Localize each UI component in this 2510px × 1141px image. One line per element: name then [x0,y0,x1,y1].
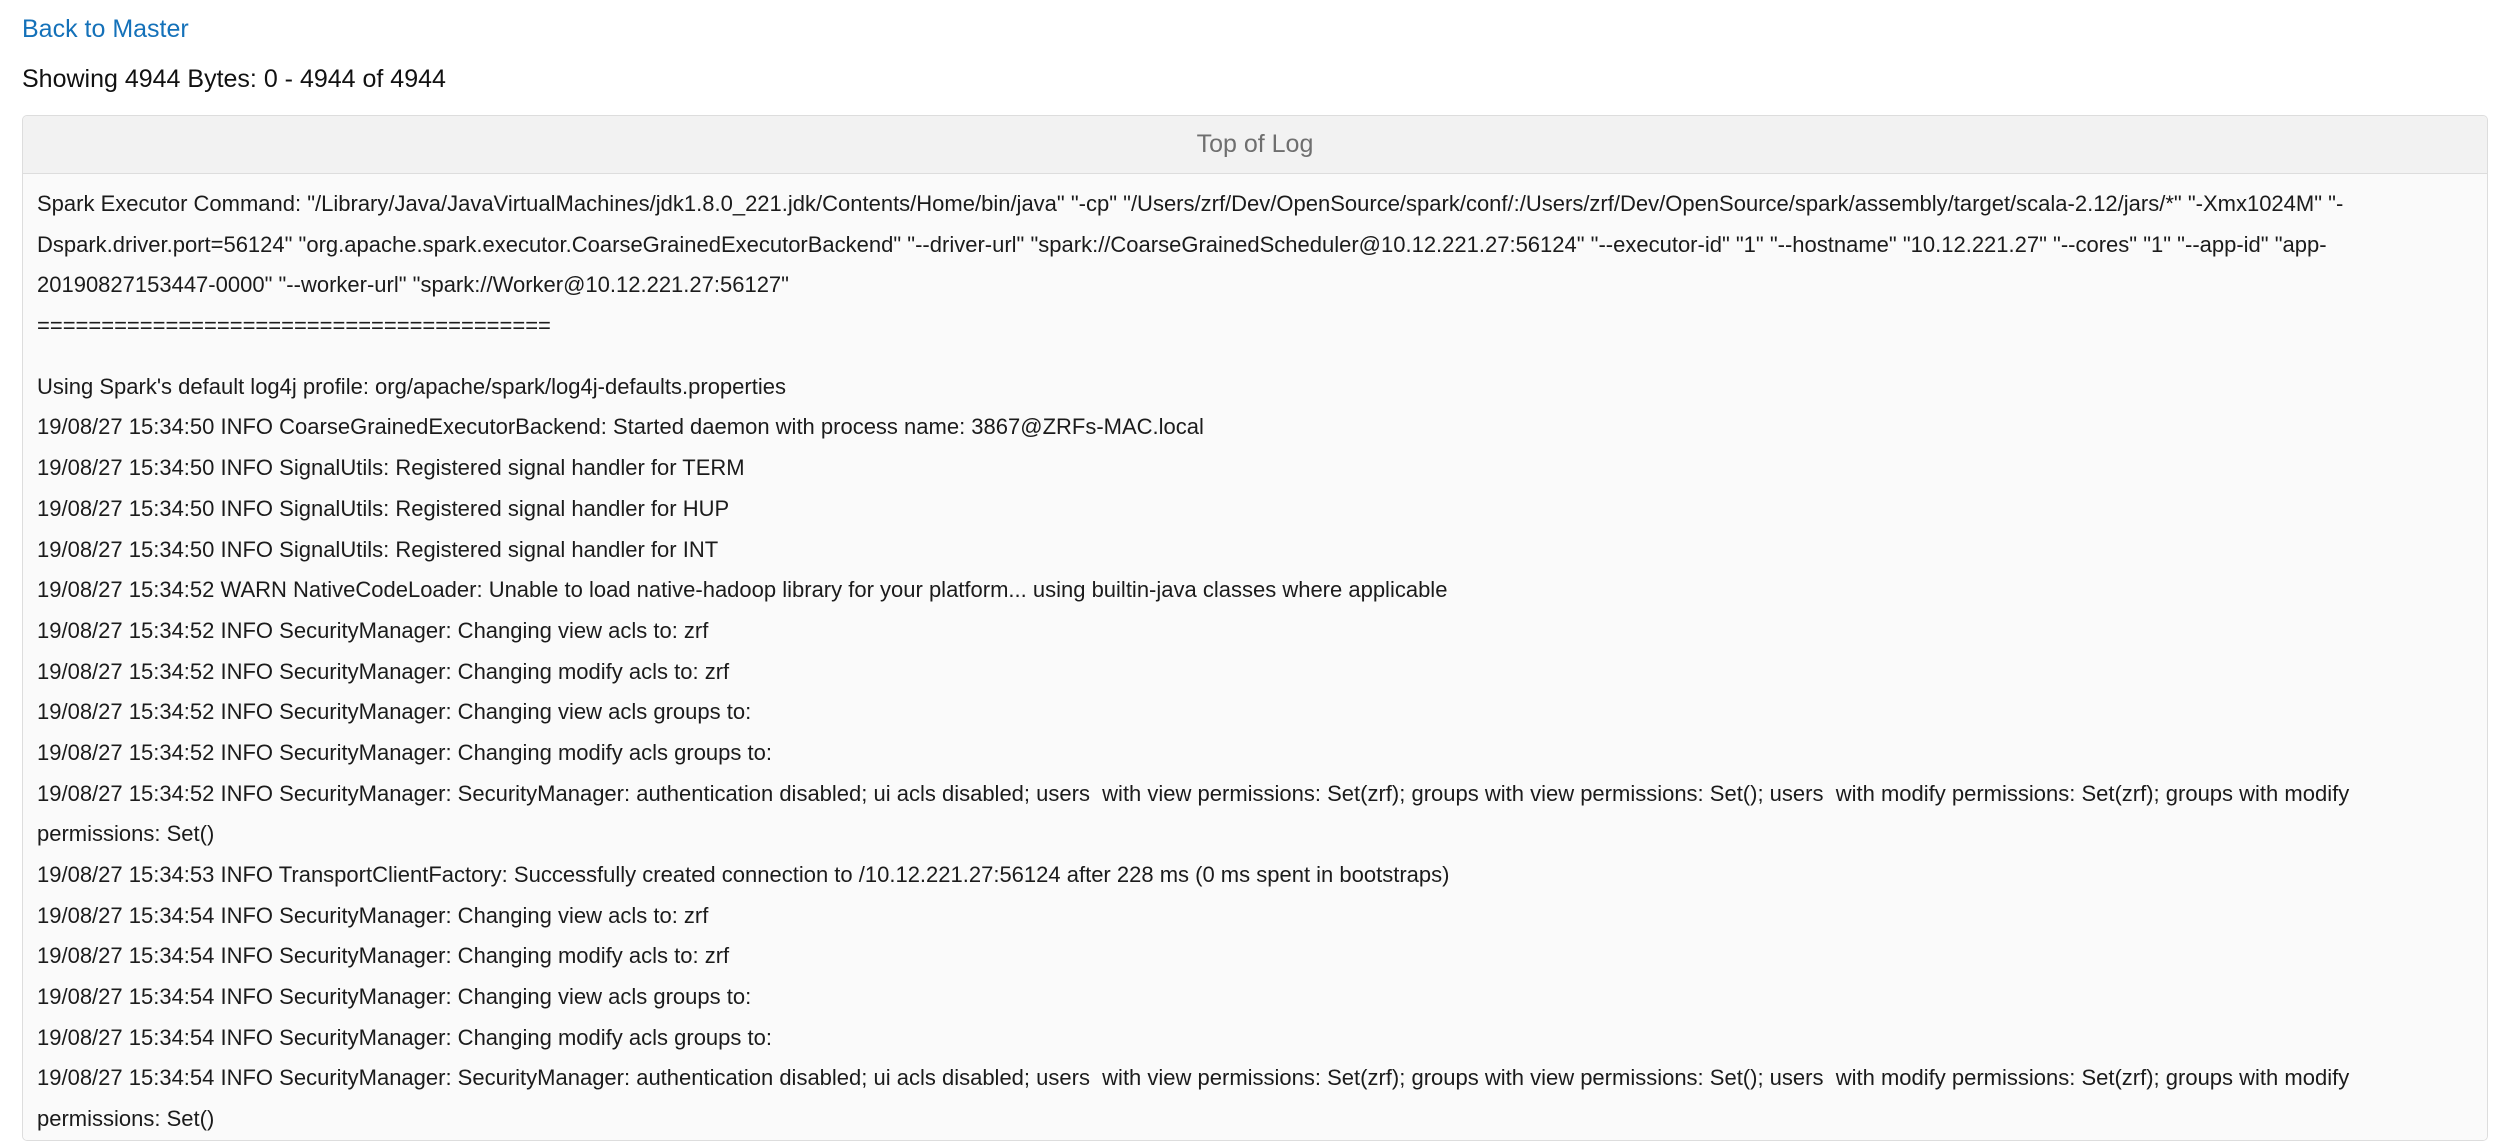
log-line: 19/08/27 15:34:52 INFO SecurityManager: Changing view acls groups to: [37,699,752,725]
log-panel [22,115,2488,1141]
log-line: 19/08/27 15:34:52 INFO SecurityManager: SecurityManager: authentication disabled; ui acls disabled; users with view permissions: Set(zrf); groups with view permissions: Set(); users with modify permissions: Set(zrf); groups with modify permissions: Set() [37,780,2356,847]
log-line: 19/08/27 15:34:54 INFO SecurityManager: SecurityManager: authentication disabled; ui acls disabled; users with view permissions: Set(zrf); groups with view permissions: Set(); users with modify permissions: Set(zrf); groups with modify permissions: Set() [37,1065,2356,1132]
log-line: ======================================== [37,313,551,339]
log-panel-header: Top of Log [23,116,2487,174]
log-line: 19/08/27 15:34:52 INFO SecurityManager: Changing modify acls to: zrf [37,658,730,684]
log-line: 19/08/27 15:34:52 INFO SecurityManager: Changing modify acls groups to: [37,739,772,765]
log-line: 19/08/27 15:34:52 INFO SecurityManager: Changing view acls to: zrf [37,617,709,643]
showing-bytes-status: Showing 4944 Bytes: 0 - 4944 of 4944 [22,65,446,93]
log-line: 19/08/27 15:34:50 INFO SignalUtils: Registered signal handler for HUP [37,495,730,521]
log-line: 19/08/27 15:34:50 INFO SignalUtils: Registered signal handler for TERM [37,455,745,481]
log-line: 19/08/27 15:34:54 INFO SecurityManager: Changing modify acls to: zrf [37,943,730,969]
log-line: 19/08/27 15:34:50 INFO CoarseGrainedExecutorBackend: Started daemon with process name: 3867@ZRFs-MAC.local [37,414,1204,440]
back-to-master-link[interactable]: Back to Master [22,15,189,43]
log-line: Using Spark's default log4j profile: org/apache/spark/log4j-defaults.properties [37,373,786,399]
log-line: 19/08/27 15:34:54 INFO SecurityManager: Changing view acls to: zrf [37,902,709,928]
log-line: 19/08/27 15:34:54 INFO SecurityManager: Changing view acls groups to: [37,984,752,1010]
log-line: 19/08/27 15:34:52 WARN NativeCodeLoader: Unable to load native-hadoop library for your platform... using builtin-java classes where applicable [37,577,1448,603]
log-content[interactable] [23,174,2487,1140]
log-line: 19/08/27 15:34:54 INFO SecurityManager: Changing modify acls groups to: [37,1024,772,1050]
log-line: 19/08/27 15:34:53 INFO TransportClientFactory: Successfully created connection to /10.12.221.27:56124 after 228 ms (0 ms spent in bootstraps) [37,862,1450,887]
log-line-blank [37,347,2473,367]
log-line: 19/08/27 15:34:50 INFO SignalUtils: Registered signal handler for INT [37,536,719,562]
log-line: Spark Executor Command: "/Library/Java/JavaVirtualMachines/jdk1.8.0_221.jdk/Contents/Home/bin/java" "-cp" "/Users/zrf/Dev/OpenSource/spark/conf/:/Users/zrf/Dev/OpenSource/spark/assembly/target/scala-2.12/jars/*" "-Xmx1024M" "-Dspark.driver.port=56124" "org.apache.spark.executor.CoarseGrainedExecutorBackend" "--driver-url" "spark://CoarseGrainedScheduler@10.12.221.27:56124" "--executor-id" "1" "--hostname" "10.12.221.27" "--cores" "1" "--app-id" "app-20190827153447-0000" "--worker-url" "spark://Worker@10.12.221.27:56127" [37,191,2344,298]
